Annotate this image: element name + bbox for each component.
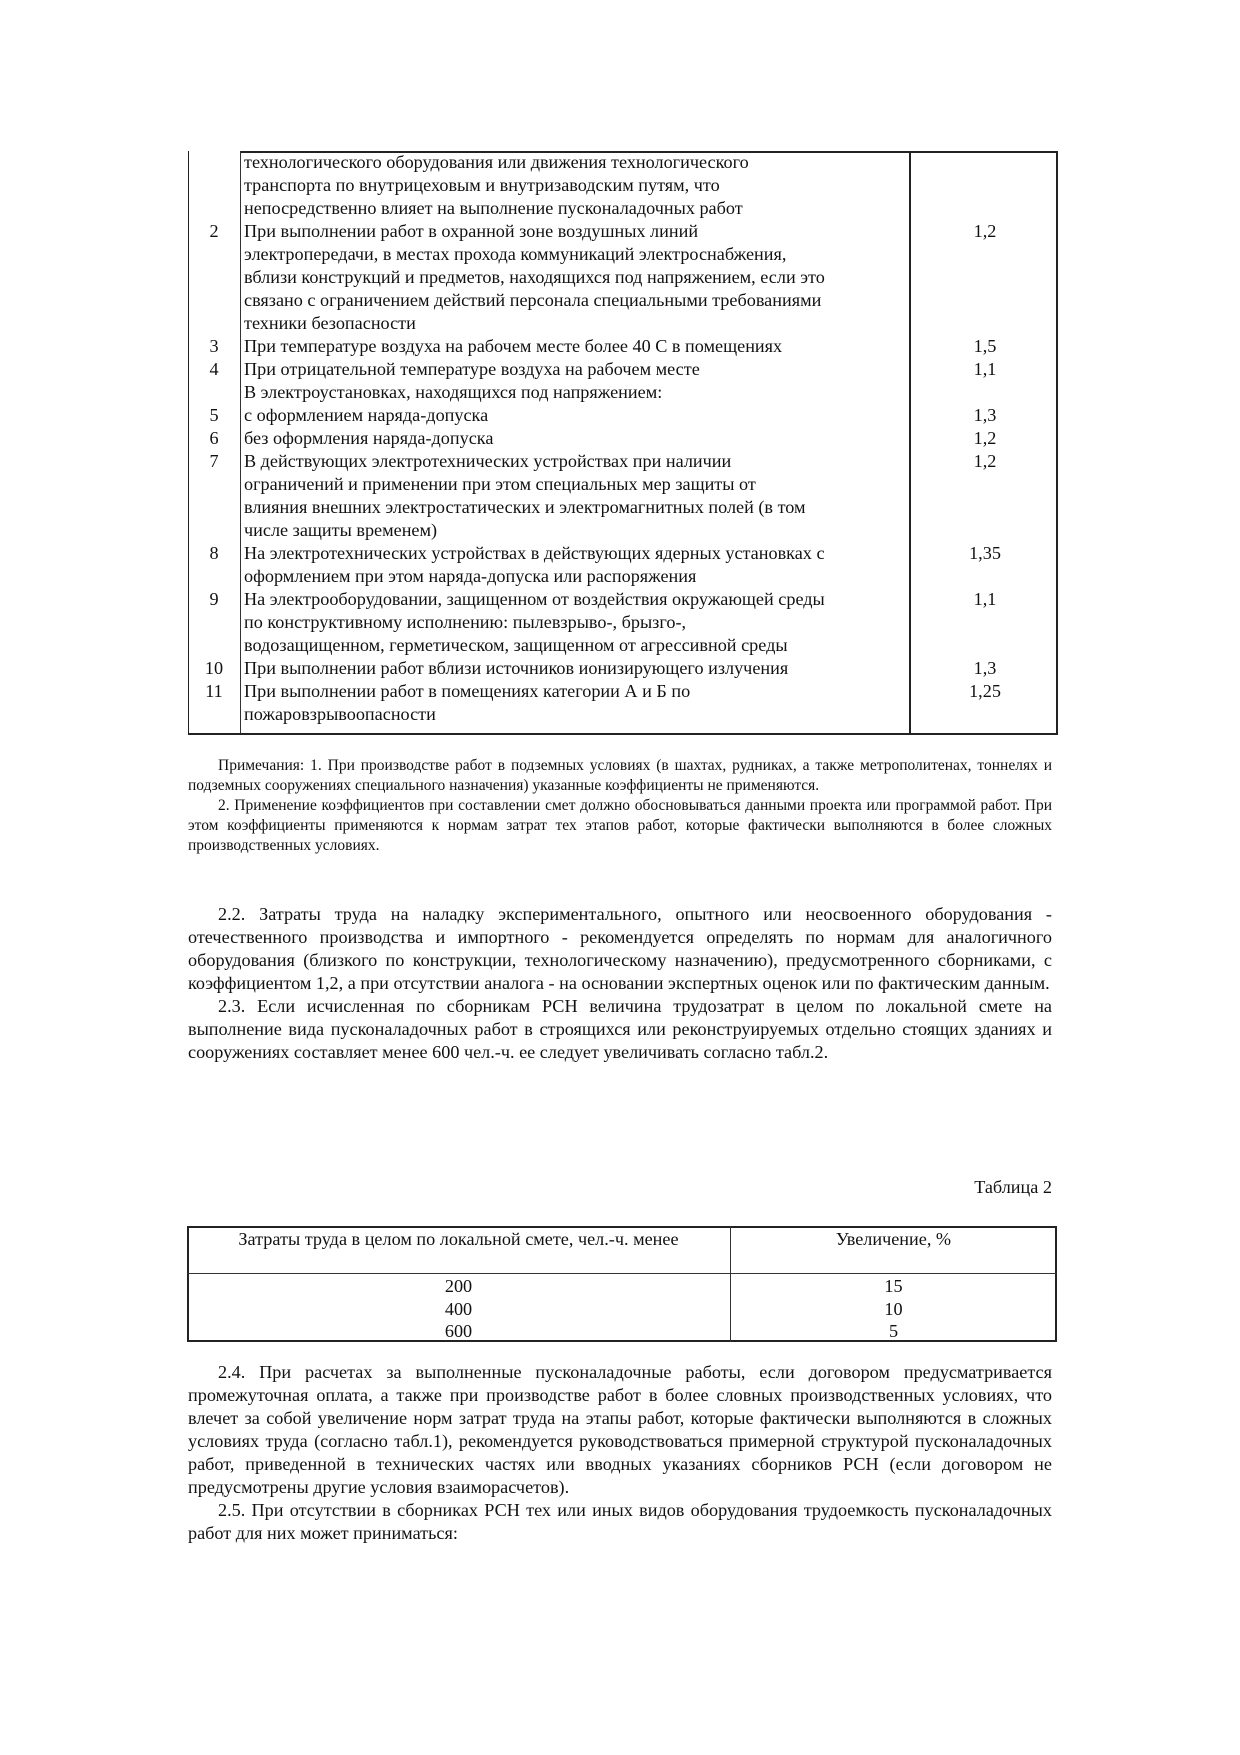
paragraph-2-2: 2.2. Затраты труда на наладку экспериментального, опытного или неосвоенного оборудования - отечественного производства и импортного - рекомендуется определять по нормам для аналогичного оборудования (близкого по конструкции, технологическому назначению), предусмотренного сборниками, с коэффициентом 1,2, а при отсутствии аналога - на основании экспертных оценок или по фактическим данным. (188, 904, 1052, 993)
row-condition: транспорта по внутрицеховым и внутризаводским путям, что (244, 175, 720, 195)
row-number (188, 243, 240, 266)
column-header-increase: Увеличение, % (835, 1229, 952, 1249)
table-row (188, 473, 1058, 496)
table-row (188, 542, 1058, 565)
row-condition: технологического оборудования или движения технологического (244, 152, 749, 172)
table-row (188, 565, 1058, 588)
paragraphs-2-2-2-3 (188, 903, 1052, 1064)
row-coefficient (910, 473, 1058, 496)
row-condition: При отрицательной температуре воздуха на рабочем месте (244, 359, 700, 379)
row-number (188, 496, 240, 519)
row-condition: При температуре воздуха на рабочем месте более 40 С в помещениях (244, 336, 783, 356)
row-coefficient (910, 496, 1058, 519)
row-condition: оформлением при этом наряда-допуска или распоряжения (244, 566, 697, 586)
table-row (188, 404, 1058, 427)
row-coefficient (910, 703, 1058, 726)
row-number: 10 (204, 658, 224, 678)
table-row (188, 381, 1058, 404)
row-condition: числе защиты временем) (244, 520, 438, 540)
table-cell: 15 (884, 1276, 903, 1296)
row-number (188, 289, 240, 312)
row-condition: по конструктивному исполнению: пылевзрыво-, брызго-, (244, 612, 687, 632)
row-condition: В электроустановках, находящихся под напряжением: (244, 382, 663, 402)
table-cell: 600 (444, 1321, 473, 1341)
row-condition: вблизи конструкций и предметов, находящихся под напряжением, если это (244, 267, 825, 287)
row-coefficient (910, 634, 1058, 657)
row-number (188, 611, 240, 634)
row-coefficient (910, 197, 1058, 220)
table-2-caption: Таблица 2 (974, 1177, 1052, 1197)
row-coefficient (910, 289, 1058, 312)
row-condition: электропередачи, в местах прохода коммуникаций электроснабжения, (244, 244, 787, 264)
note-2: 2. Применение коэффициентов при составлении смет должно обосновываться данными проекта или программой работ. При этом коэффициенты применяются к нормам затрат тех этапов работ, которые фактически выполняются в более сложных производственных условиях. (188, 797, 1052, 854)
row-coefficient: 1,1 (973, 359, 997, 379)
table-row (188, 266, 1058, 289)
increase-values (730, 1275, 1057, 1343)
row-coefficient (910, 174, 1058, 197)
row-coefficient: 1,5 (973, 336, 997, 356)
row-coefficient: 1,3 (973, 658, 997, 678)
row-coefficient: 1,2 (973, 451, 997, 471)
row-number (188, 703, 240, 726)
table-cell: 200 (444, 1276, 473, 1296)
row-coefficient: 1,1 (973, 589, 997, 609)
row-condition: ограничений и применении при этом специальных мер защиты от (244, 474, 756, 494)
paragraph-2-4: 2.4. При расчетах за выполненные пусконаладочные работы, если договором предусматривается промежуточная оплата, а также при производстве работ в более словных производственных условиях, что влечет за собой увеличение норм затрат труда на этапы работ, которые фактически выполняются в сложных условиях труда (согласно табл.1), рекомендуется руководствоваться примерной структурой пусконаладочных работ, приведенной в технических частях или вводных указаниях сборников РСН (если договором не предусмотрены другие условия взаиморасчетов). (188, 1362, 1052, 1497)
row-number (188, 473, 240, 496)
row-number (188, 197, 240, 220)
table-row (188, 680, 1058, 703)
table-border-bottom (188, 733, 1058, 735)
row-condition: При выполнении работ в помещениях категории А и Б по (244, 681, 691, 701)
row-coefficient (910, 266, 1058, 289)
table-row (188, 174, 1058, 197)
table-row (188, 358, 1058, 381)
table-row (188, 197, 1058, 220)
table-row (188, 634, 1058, 657)
row-number: 11 (205, 681, 223, 701)
row-condition: без оформления наряда-допуска (244, 428, 494, 448)
row-number (188, 634, 240, 657)
row-number (188, 381, 240, 404)
row-condition: При выполнении работ вблизи источников ионизирующего излучения (244, 658, 789, 678)
row-coefficient: 1,35 (969, 543, 1001, 563)
row-number: 5 (209, 405, 219, 425)
row-condition: непосредственно влияет на выполнение пусконаладочных работ (244, 198, 743, 218)
row-coefficient (910, 381, 1058, 404)
row-coefficient (910, 151, 1058, 174)
row-coefficient (910, 565, 1058, 588)
row-number: 7 (209, 451, 219, 471)
paragraph-2-5: 2.5. При отсутствии в сборниках РСН тех или иных видов оборудования трудоемкость пусконаладочных работ для них может приниматься: (188, 1500, 1052, 1543)
table-row (188, 703, 1058, 726)
row-condition: В действующих электротехнических устройствах при наличии (244, 451, 732, 471)
row-number (188, 266, 240, 289)
row-coefficient (910, 519, 1058, 542)
table-row (188, 312, 1058, 335)
table-row (188, 335, 1058, 358)
table-row (188, 450, 1058, 473)
row-coefficient (910, 312, 1058, 335)
row-condition: связано с ограничением действий персонала специальными требованиями (244, 290, 822, 310)
row-number: 2 (209, 221, 219, 241)
table-row (188, 289, 1058, 312)
row-number: 4 (209, 359, 219, 379)
table-row (188, 427, 1058, 450)
row-number: 6 (209, 428, 219, 448)
row-coefficient: 1,25 (969, 681, 1001, 701)
row-number: 8 (209, 543, 219, 563)
row-condition: водозащищенном, герметическом, защищенном от агрессивной среды (244, 635, 788, 655)
table-row (188, 519, 1058, 542)
row-condition: техники безопасности (244, 313, 416, 333)
labor-increase-table (187, 1226, 1059, 1344)
table-row (188, 611, 1058, 634)
table-rows (188, 151, 1058, 726)
column-header-labor: Затраты труда в целом по локальной смете, чел.-ч. менее (238, 1229, 679, 1249)
row-coefficient: 1,2 (973, 221, 997, 241)
table-row (188, 496, 1058, 519)
row-number (188, 174, 240, 197)
row-coefficient (910, 243, 1058, 266)
table-row (188, 151, 1058, 174)
row-condition: влияния внешних электростатических и электромагнитных полей (в том (244, 497, 806, 517)
row-number (188, 312, 240, 335)
header-divider (187, 1273, 1057, 1274)
row-condition: пожаровзрывоопасности (244, 704, 436, 724)
row-coefficient: 1,3 (973, 405, 997, 425)
table-cell: 10 (884, 1298, 903, 1319)
row-number: 3 (209, 336, 219, 356)
table-notes (188, 756, 1052, 856)
table-row (188, 657, 1058, 680)
row-coefficient: 1,2 (973, 428, 997, 448)
row-number (188, 151, 240, 174)
paragraphs-2-4-2-5 (188, 1361, 1052, 1545)
row-condition: На электрооборудовании, защищенном от воздействия окружающей среды (244, 589, 825, 609)
row-coefficient (910, 611, 1058, 634)
table-row (188, 243, 1058, 266)
note-1: Примечания: 1. При производстве работ в подземных условиях (в шахтах, рудниках, а также метрополитенах, тоннелях и подземных сооружениях специального назначения) указанные коэффициенты не применяются. (188, 757, 1052, 794)
table-cell: 400 (444, 1298, 473, 1319)
row-condition: На электротехнических устройствах в действующих ядерных установках с (244, 543, 825, 563)
table-cell: 5 (888, 1321, 899, 1341)
table-row (188, 588, 1058, 611)
row-condition: При выполнении работ в охранной зоне воздушных линий (244, 221, 699, 241)
row-condition: с оформлением наряда-допуска (244, 405, 489, 425)
row-number: 9 (209, 589, 219, 609)
labor-values (187, 1275, 730, 1343)
row-number (188, 519, 240, 542)
table-row (188, 220, 1058, 243)
row-number (188, 565, 240, 588)
paragraph-2-3: 2.3. Если исчисленная по сборникам РСН величина трудозатрат в целом по локальной смете на выполнение вида пусконаладочных работ в строящихся или реконструируемых отдельно стоящих зданиях и сооружениях составляет менее 600 чел.-ч. ее следует увеличивать согласно табл.2. (188, 996, 1052, 1062)
